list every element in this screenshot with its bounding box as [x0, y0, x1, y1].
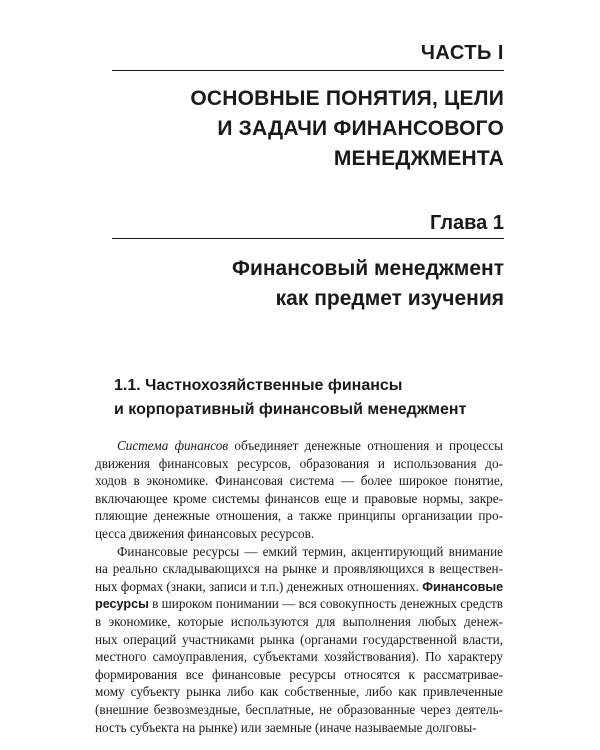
chapter-title-line: как предмет изучения: [275, 287, 504, 310]
text-line: [95, 613, 503, 631]
text-line: [95, 595, 503, 613]
text-run: ходов в экономике. Финансовая система — более широкое понятие,: [95, 473, 503, 489]
part-title-line: ОСНОВНЫЕ ПОНЯТИЯ, ЦЕЛИ: [190, 87, 504, 110]
chapter-title-line: Финансовый менеджмент: [232, 257, 504, 280]
text-line: [95, 455, 503, 473]
text-line: [95, 525, 503, 543]
text-line: [95, 648, 503, 666]
text-line: [95, 507, 503, 525]
text-line: [95, 578, 503, 596]
part-divider-rule: [112, 70, 504, 71]
part-title-line: МЕНЕДЖМЕНТА: [333, 147, 504, 170]
part-label: ЧАСТЬ I: [420, 42, 504, 64]
text-run: пляющие денежные отношения, а также принципы организации про-: [95, 508, 503, 524]
text-line: [95, 472, 503, 490]
text-run: ных формах (знаки, записи и т.п.) денежных отношениях.: [95, 578, 423, 594]
section-title: [114, 374, 514, 422]
text-run: включающее кроме системы финансов еще и правовые нормы, закре-: [95, 490, 503, 506]
text-run: движения финансовых ресурсов, образования и использования до-: [95, 455, 503, 471]
text-line: [95, 631, 503, 649]
text-line: [95, 437, 503, 455]
body-paragraph: [95, 437, 503, 543]
text-run: формирования все финансовые ресурсы относятся к рассматривае-: [95, 666, 503, 682]
chapter-label: Глава 1: [429, 212, 504, 234]
text-run: в широком понимании — вся совокупность денежных средств: [148, 596, 503, 612]
bold-term: ресурсы: [95, 597, 149, 612]
bold-term: Финансовые: [422, 579, 503, 594]
text-run: объединяет денежные отношения и процессы: [228, 438, 503, 453]
text-run: местного самоуправления, субъектами хозяйствования). По характеру: [95, 649, 503, 665]
text-line: [95, 490, 503, 508]
text-line: [95, 719, 503, 737]
text-run: ных операций участниками рынка (органами государственной власти,: [95, 631, 503, 647]
body-paragraph: [95, 543, 503, 737]
text-line: [95, 543, 503, 561]
section-title-line: 1.1. Частнохозяйственные финансы: [114, 377, 403, 394]
text-run: (внешние безвозмездные, бесплатные, не образованные через деятель-: [95, 701, 503, 717]
text-line: [95, 701, 503, 719]
text-line: [95, 683, 503, 701]
body-text: [95, 437, 503, 736]
text-run: на реально складывающихся на рынке и проявляющихся в веществен-: [95, 561, 503, 577]
text-run: ность субъекта на рынке) или заемные (иначе называемые долговы-: [95, 719, 477, 735]
text-run: Финансовые ресурсы — емкий термин, акцентирующий внимание: [117, 543, 503, 559]
text-run: мому субъекту рынка либо как собственные, либо как привлеченные: [95, 684, 503, 700]
italic-term: Система финансов: [117, 438, 229, 453]
text-line: [95, 560, 503, 578]
text-run: цесса движения финансовых ресурсов.: [95, 525, 315, 541]
section-title-line: и корпоративный финансовый менеджмент: [114, 401, 467, 418]
part-title-line: И ЗАДАЧИ ФИНАНСОВОГО: [217, 117, 504, 140]
part-title: [104, 84, 504, 174]
text-run: в экономике, которые используются для выполнения любых денеж-: [95, 613, 503, 629]
text-line: [95, 666, 503, 684]
chapter-divider-rule: [112, 238, 504, 239]
chapter-title: [104, 254, 504, 314]
